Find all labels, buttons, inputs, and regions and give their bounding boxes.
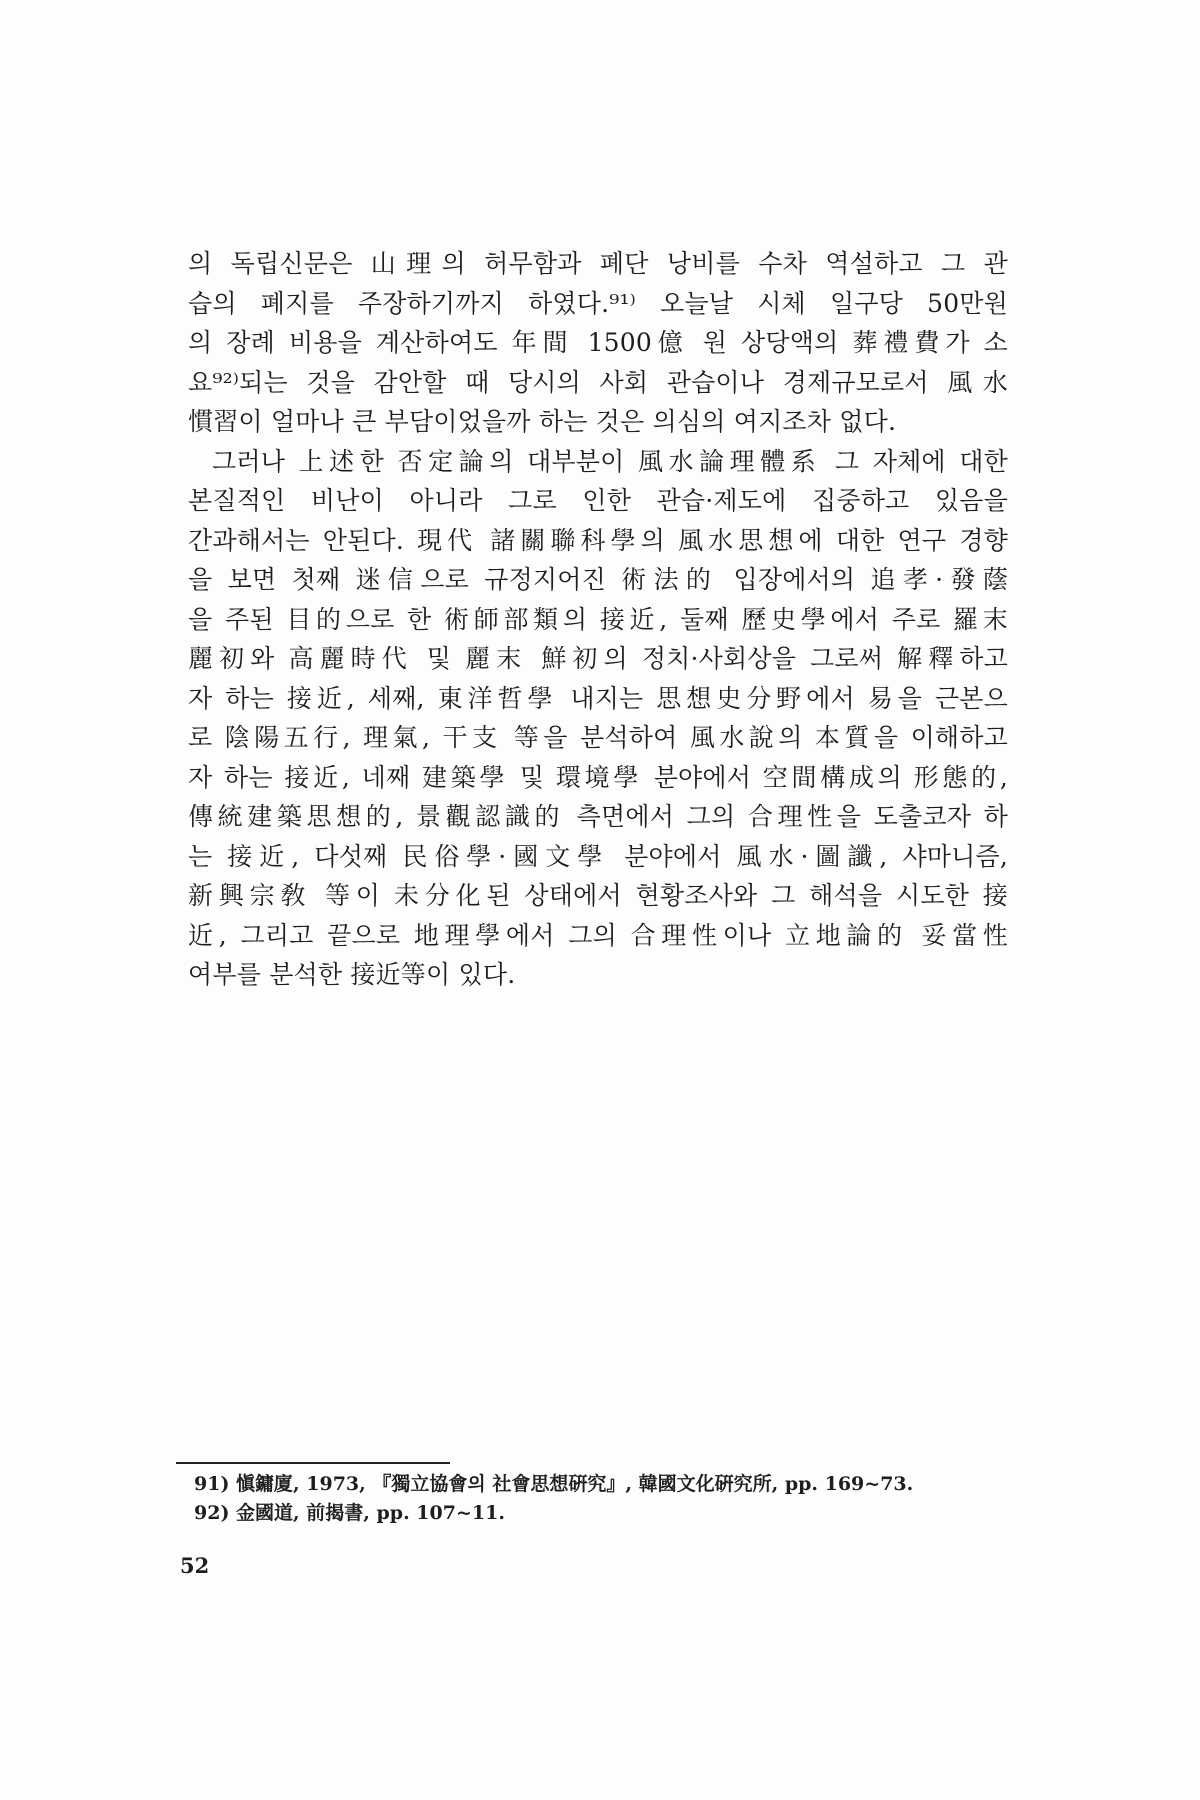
text-line: 麗初와 高麗時代 및 麗末 鮮初의 정치·사회상을 그로써 解釋하고	[188, 644, 1008, 673]
footnote-divider	[176, 1462, 450, 1464]
text-line: 그러나 上述한 否定論의 대부분이 風水論理體系 그 자체에 대한	[212, 446, 1008, 476]
body-text	[188, 244, 1008, 995]
text-line: 자 하는 接近, 세째, 東洋哲學 내지는 思想史分野에서 易을 근본으	[188, 683, 1008, 713]
page-number: 52	[180, 1553, 210, 1578]
text-line: 요⁹²⁾되는 것을 감안할 때 당시의 사회 관습이나 경제규모로서 風水	[188, 367, 1008, 397]
text-line: 을 보면 첫째 迷信으로 규정지어진 術法的 입장에서의 追孝·發蔭	[188, 565, 1008, 594]
text-line: 傳統建築思想的, 景觀認識的 측면에서 그의 合理性을 도출코자 하	[188, 802, 1008, 831]
text-line: 의 독립신문은 山理의 허무함과 폐단 낭비를 수차 역설하고 그 관	[188, 249, 1008, 278]
text-line: 습의 폐지를 주장하기까지 하였다.⁹¹⁾ 오늘날 시체 일구당 50만원	[188, 288, 1008, 318]
footnote-91: 91) 愼鏞廈, 1973, 『獨立協會의 社會思想硏究』, 韓國文化硏究所, pp. 169~73.	[194, 1473, 914, 1495]
text-line: 慣習이 얼마나 큰 부담이었을까 하는 것은 의심의 여지조차 없다.	[188, 407, 897, 436]
text-line: 을 주된 目的으로 한 術師部類의 接近, 둘째 歷史學에서 주로 羅末	[188, 604, 1008, 634]
footnotes	[194, 1470, 1014, 1528]
footnote-92: 92) 金國道, 前揭書, pp. 107~11.	[194, 1502, 505, 1524]
text-line: 의 장례 비용을 계산하여도 年間 1500億 원 상당액의 葬禮費가 소	[188, 328, 1008, 357]
text-line: 로 陰陽五行, 理氣, 干支 等을 분석하여 風水說의 本質을 이해하고	[188, 723, 1008, 752]
text-line: 여부를 분석한 接近等이 있다.	[188, 960, 516, 989]
text-line: 近, 그리고 끝으로 地理學에서 그의 合理性이나 立地論的 妥當性	[188, 920, 1008, 950]
text-line: 자 하는 接近, 네째 建築學 및 環境學 분야에서 空間構成의 形態的,	[188, 762, 1008, 792]
text-line: 간과해서는 안된다. 現代 諸關聯科學의 風水思想에 대한 연구 경향	[188, 525, 1008, 555]
text-line: 新興宗敎 等이 未分化된 상태에서 현황조사와 그 해석을 시도한 接	[188, 881, 1008, 910]
text-line: 본질적인 비난이 아니라 그로 인한 관습·제도에 집중하고 있음을	[188, 486, 1008, 515]
text-line: 는 接近, 다섯째 民俗學·國文學 분야에서 風水·圖讖, 샤마니즘,	[188, 841, 1008, 871]
